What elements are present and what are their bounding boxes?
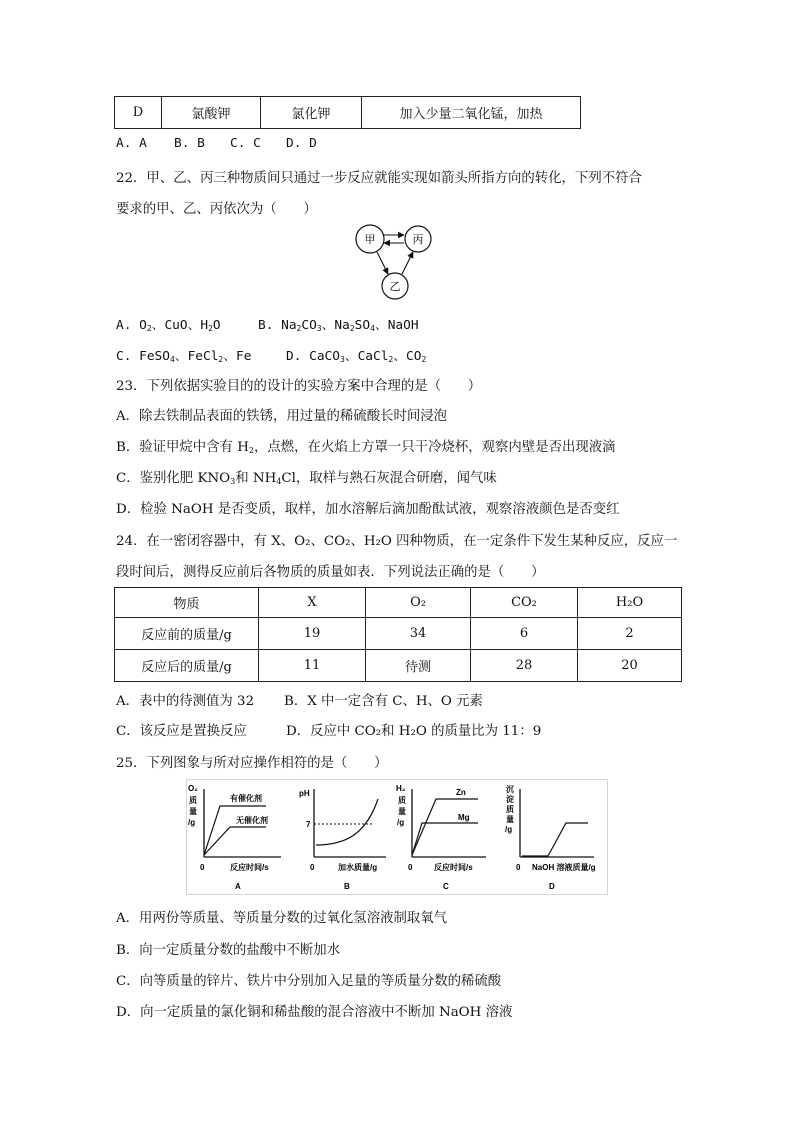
svg-text:/g: /g xyxy=(188,818,196,827)
svg-text:0: 0 xyxy=(516,863,521,872)
table-cell: 34 xyxy=(366,618,471,650)
graph-d-ylabel: 沉 xyxy=(506,785,514,794)
q24-option-d: D．反应中 CO₂和 H₂O 的质量比为 11：9 xyxy=(286,724,542,739)
svg-text:量: 量 xyxy=(398,807,406,816)
q25-option-c: C．向等质量的锌片、铁片中分别加入足量的等质量分数的稀硫酸 xyxy=(116,974,502,989)
svg-text:淀: 淀 xyxy=(506,795,514,804)
arrow-jia-to-yi xyxy=(377,252,388,274)
q24-option-b: B．X 中一定含有 C、H、O 元素 xyxy=(284,694,483,709)
graph-a-xlabel: 反应时间/s xyxy=(230,863,269,872)
svg-text:质: 质 xyxy=(189,796,197,805)
graph-d-tag: D xyxy=(549,882,555,891)
graph-a-ylabel: O₂ xyxy=(188,784,198,793)
cell-label: D xyxy=(115,97,162,129)
q24-mass-table xyxy=(114,587,682,682)
q22-stem-line1: 22．甲、乙、丙三种物质间只通过一步反应就能实现如箭头所指方向的转化，下列不符合 xyxy=(116,171,642,186)
node-yi: 乙 xyxy=(389,280,401,293)
svg-text:质: 质 xyxy=(398,796,406,805)
table-header-row xyxy=(115,588,682,618)
graph-c-label-mg: Mg xyxy=(458,813,470,822)
q22-option-d: D. CaCO$_3$、CaCl$_2$、$CO_2$ xyxy=(286,349,427,364)
svg-text:量: 量 xyxy=(189,807,197,816)
svg-text:0: 0 xyxy=(408,863,413,872)
q24-option-a: A．表中的待测值为 32 xyxy=(116,694,255,709)
graph-c-ylabel: H₂ xyxy=(396,784,406,793)
graph-a-tag: A xyxy=(235,882,241,891)
table-cell: 待测 xyxy=(366,650,471,682)
graph-b-ylabel: pH xyxy=(299,789,310,798)
q25-option-d: D．向一定质量的氯化铜和稀盐酸的混合溶液中不断加 NaOH 溶液 xyxy=(116,1005,513,1020)
table-cell: 反应前的质量/g xyxy=(115,618,259,650)
header-cell: H₂O xyxy=(578,588,682,618)
svg-text:/g: /g xyxy=(397,818,405,827)
table-cell: 6 xyxy=(471,618,578,650)
q23-option-c: C．鉴别化肥 $KNO_3$和 $NH_4Cl$，取样与熟石灰混合研磨，闻气味 xyxy=(116,471,497,486)
q21-table-row-d xyxy=(114,96,581,129)
graph-a-label-no-catalyst: 无催化剂 xyxy=(236,816,268,825)
q24-stem-line2: 段时间后，测得反应前后各物质的质量如表．下列说法正确的是（ ） xyxy=(116,565,545,580)
cell-reactant: 氯酸钾 xyxy=(162,97,261,129)
svg-text:0: 0 xyxy=(310,863,315,872)
q22-stem-line2: 要求的甲、乙、丙依次为（ ） xyxy=(116,202,317,217)
svg-text:质: 质 xyxy=(506,805,514,814)
table-cell: 19 xyxy=(259,618,366,650)
header-cell: CO₂ xyxy=(471,588,578,618)
cell-product: 氯化钾 xyxy=(261,97,362,129)
svg-text:/g: /g xyxy=(505,825,513,834)
table-cell: 11 xyxy=(259,650,366,682)
graph-b-tag: B xyxy=(344,882,350,891)
graph-c-label-zn: Zn xyxy=(456,788,466,797)
table-row xyxy=(115,650,682,682)
node-bing: 丙 xyxy=(412,233,424,246)
table-cell: 2 xyxy=(578,618,682,650)
q21-option-a: A. A xyxy=(116,136,147,151)
graph-a-label-catalyst: 有催化剂 xyxy=(230,794,262,803)
graph-c-tag: C xyxy=(443,882,449,891)
q24-stem-line1: 24．在一密闭容器中，有 X、O₂、CO₂、H₂O 四种物质，在一定条件下发生某种反应，反应一 xyxy=(116,534,678,549)
graph-b-xlabel: 加水质量/g xyxy=(338,863,378,872)
q22-transformation-diagram xyxy=(352,222,432,302)
q21-option-c: C. C xyxy=(230,136,261,151)
graph-c-xlabel: 反应时间/s xyxy=(434,863,473,872)
cell-method: 加入少量二氧化锰，加热 xyxy=(362,97,581,129)
table-cell: 20 xyxy=(578,650,682,682)
header-cell: X xyxy=(259,588,366,618)
arrow-yi-to-bing xyxy=(402,252,413,274)
q23-option-a: A．除去铁制品表面的铁锈，用过量的稀硫酸长时间浸泡 xyxy=(116,409,448,424)
q25-graphs-figure xyxy=(186,779,608,895)
q23-stem: 23．下列依据实验目的的设计的实验方案中合理的是（ ） xyxy=(116,379,482,394)
q21-option-b: B. B xyxy=(174,136,205,151)
q22-option-a: A. $O_2$、CuO、$H_2O$ xyxy=(116,318,221,333)
q22-option-b: B. $Na_2CO_3$、$Na_2SO_4$、NaOH xyxy=(258,318,419,333)
q25-option-b: B．向一定质量分数的盐酸中不断加水 xyxy=(116,943,341,958)
q22-option-c: C. FeSO$_4$、FeCl$_2$、Fe xyxy=(116,349,252,364)
svg-text:量: 量 xyxy=(506,815,514,824)
graph-b-tick-7: 7 xyxy=(306,820,311,829)
q21-option-d: D. D xyxy=(286,136,317,151)
graph-d-xlabel: NaOH 溶液质量/g xyxy=(532,863,596,872)
table-cell: 28 xyxy=(471,650,578,682)
q24-option-c: C．该反应是置换反应 xyxy=(116,724,247,739)
q25-option-a: A．用两份等质量、等质量分数的过氧化氢溶液制取氧气 xyxy=(116,911,448,926)
table-cell: 反应后的质量/g xyxy=(115,650,259,682)
q25-stem: 25．下列图象与所对应操作相符的是（ ） xyxy=(116,756,388,771)
table-row xyxy=(115,618,682,650)
node-jia: 甲 xyxy=(364,233,376,246)
header-cell: O₂ xyxy=(366,588,471,618)
header-cell: 物质 xyxy=(115,588,259,618)
svg-text:0: 0 xyxy=(200,863,205,872)
q23-option-d: D．检验 NaOH 是否变质，取样，加水溶解后滴加酚酞试液，观察溶液颜色是否变红 xyxy=(116,502,620,517)
q23-option-b: B．验证甲烷中含有 $H_2$，点燃，在火焰上方罩一只干冷烧杯，观察内壁是否出现液滴 xyxy=(116,440,616,455)
